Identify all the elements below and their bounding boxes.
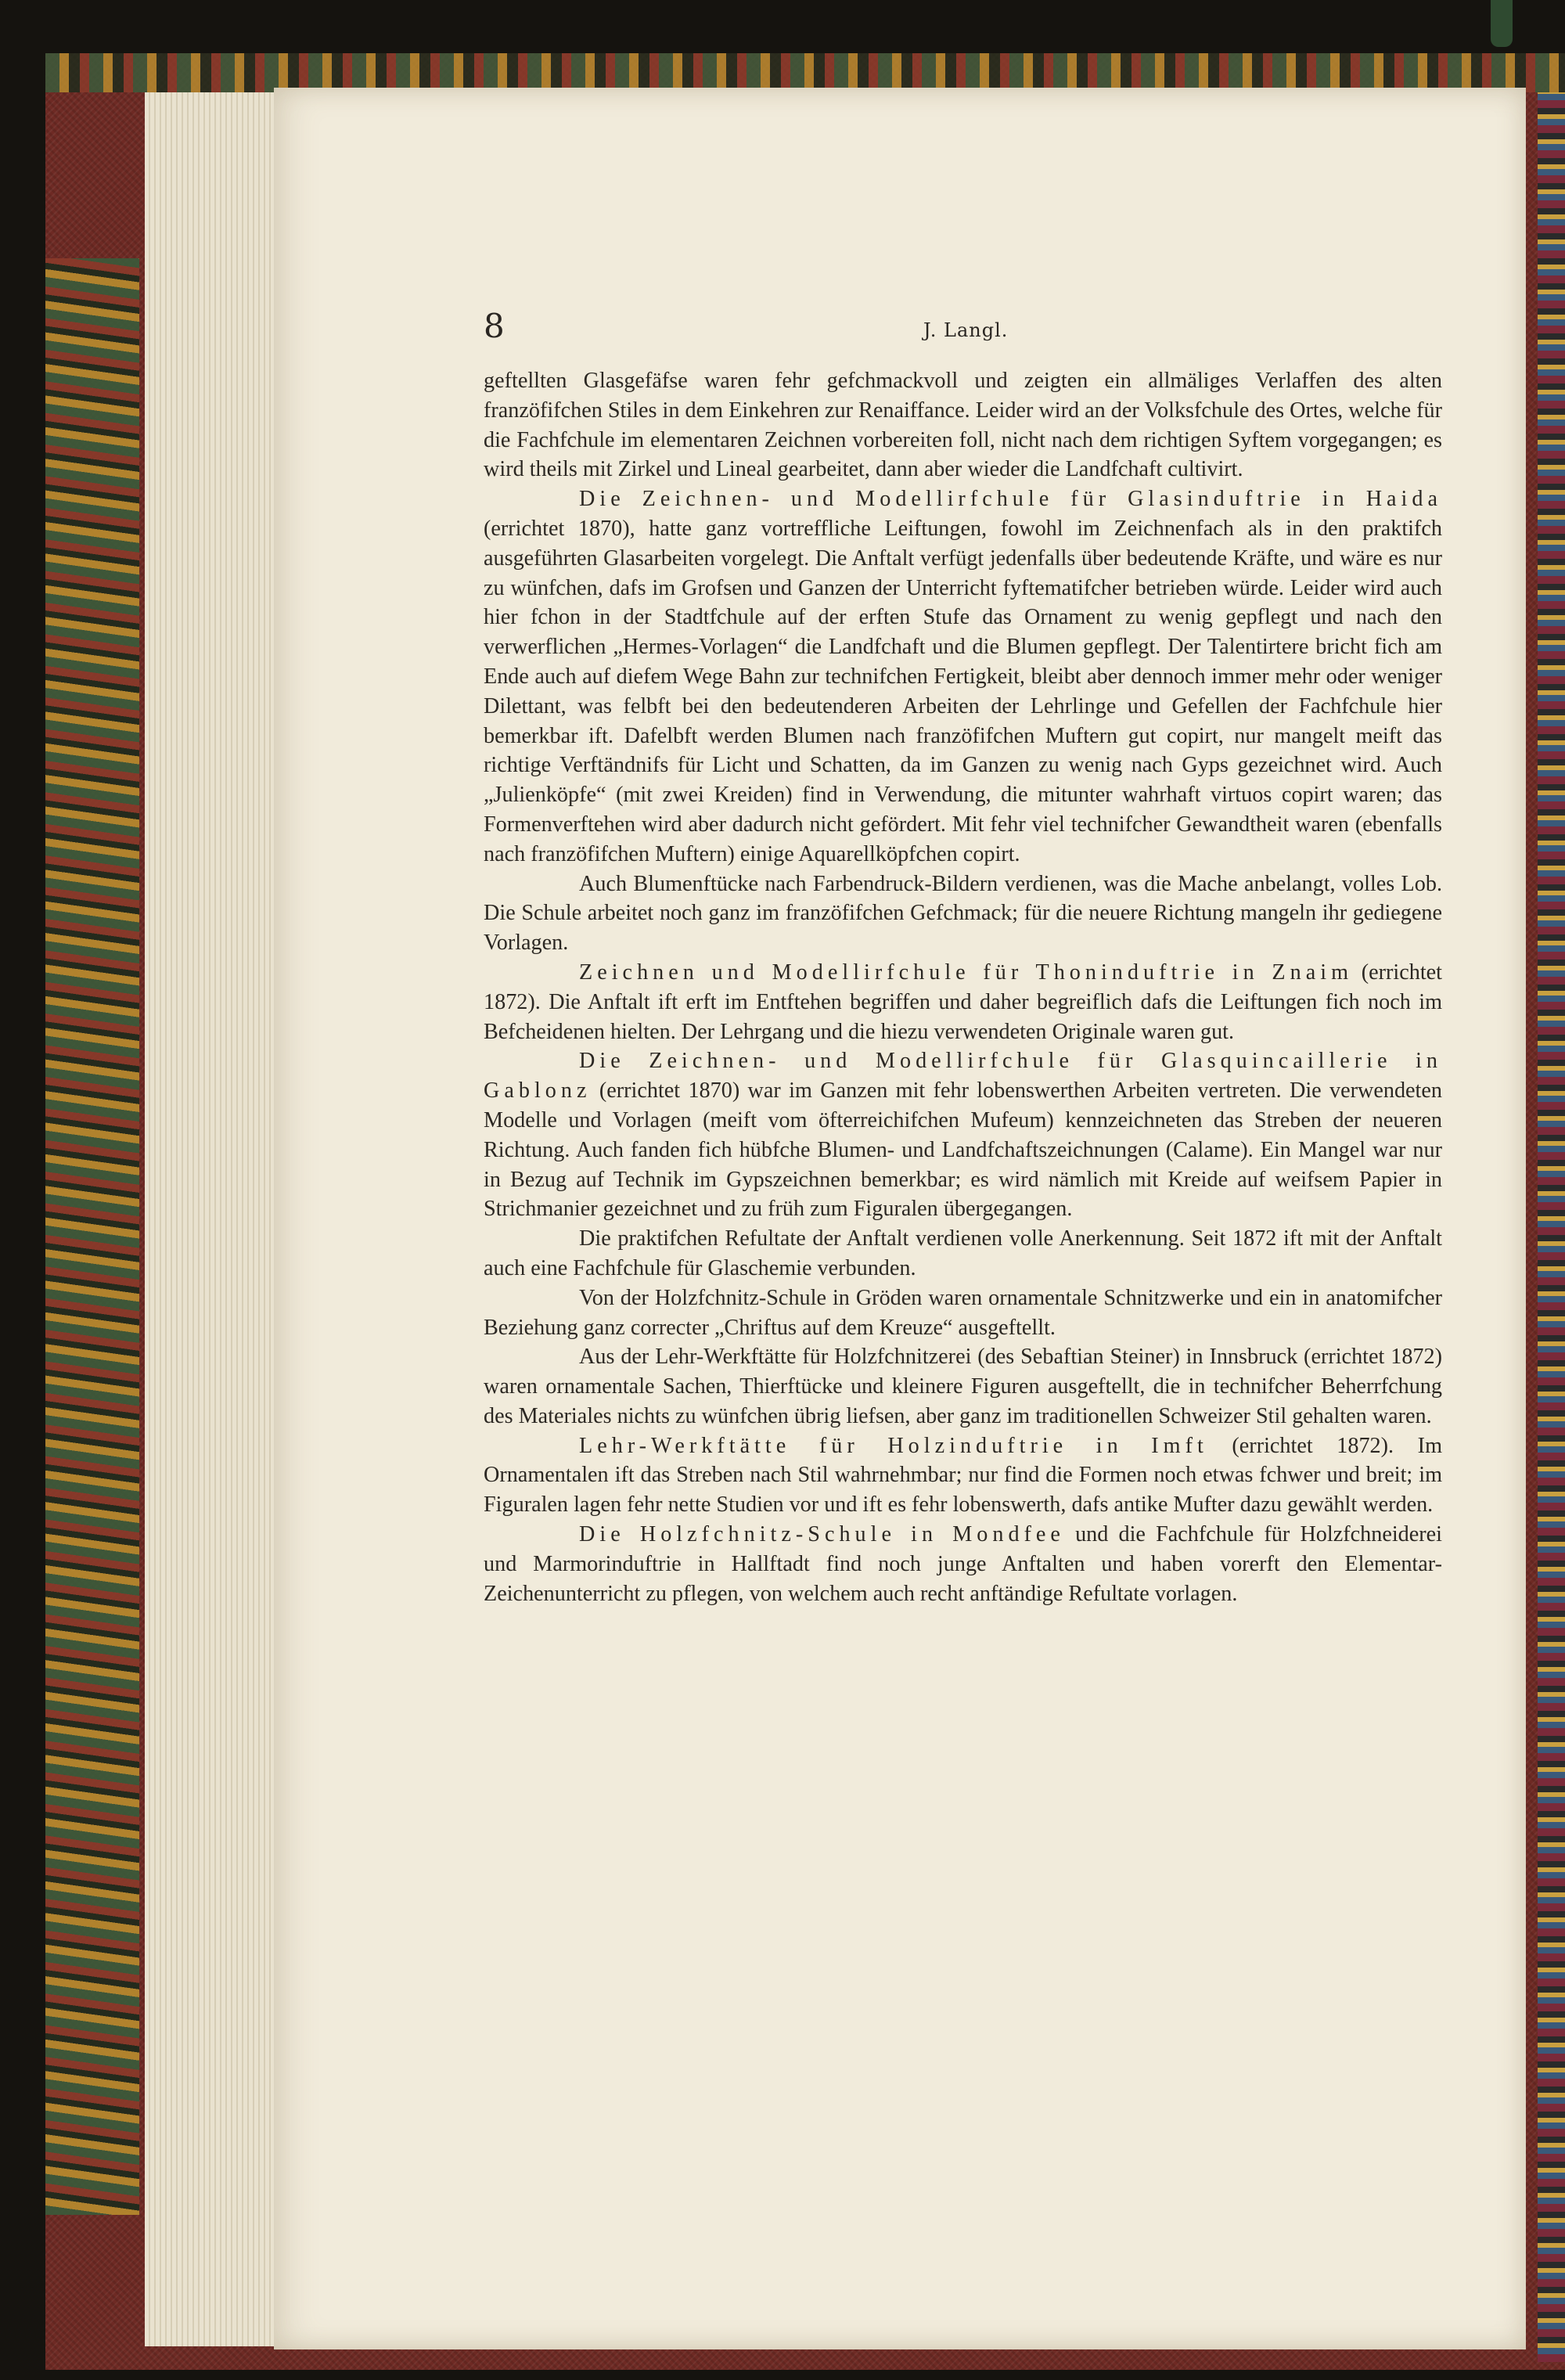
running-head: J. Langl.: [923, 319, 1009, 341]
paragraph-10: Die Holzfchnitz-Schule in Mondfee und die Fachfchule für Holzfchneiderei und Marmorinduftrie in Hallftadt find noch junge Anftalten und haben vorerft den Elementar-Zeichenunterricht zu pflegen, von welchem auch recht anftändige Refultate vorlagen.: [484, 1522, 1442, 1606]
paragraph-3: Auch Blumenftücke nach Farbendruck-Bildern verdienen, was die Mache anbelangt, volles Lob. Die Schule arbeitet noch ganz im franzöfifchen Gefchmack; für die neuere Richtung mangeln ihr gediegene Vorlagen.: [484, 871, 1442, 956]
marbled-edge-right: [1538, 92, 1565, 2362]
marbled-endpaper: [45, 258, 139, 2215]
page-number: 8: [484, 307, 505, 345]
paragraph-9: Lehr-Werkftätte für Holzinduftrie in Imft (errichtet 1872). Im Ornamentalen ift das Streben nach Stil wahrnehmbar; nur find die Formen noch etwas fchwer und breit; im Figuralen lagen fehr nette Studien vor und ift es fehr lobenswerth, dafs antike Mufter dazu gewählt werden.: [484, 1433, 1442, 1518]
bookmark-ribbon: [1491, 0, 1513, 47]
marbled-edge-top: [45, 53, 1565, 92]
paragraph-5: Die Zeichnen- und Modellirfchule für Glasquincaillerie in Gablonz (errichtet 1870) war im Ganzen mit fehr lobenswerthen Arbeiten vertreten. Die verwendeten Modelle und Vorlagen (meift vom öfterreichifchen Mufeum) kennzeichneten das Streben der neueren Richtung. Auch fanden fich hübfche Blumen- und Landfchaftszeichnungen (Calame). Ein Mangel war nur in Bezug auf Technik im Gypszeichnen bemerkbar; es wird nämlich mit Kreide auf weifsem Papier in Strichmanier gezeichnet und zu früh zum Figuralen übergegangen.: [484, 1049, 1442, 1222]
body-text: [484, 366, 1442, 1608]
paragraph-1: geftellten Glasgefäfse waren fehr gefchmackvoll und zeigten ein allmäliges Verlaffen des alten franzöfifchen Stiles in dem Einkehren zur Renaiffance. Leider wird an der Volksfchule des Ortes, welche für die Fachfchule im elementaren Zeichnen vorbereiten foll, nicht nach dem richtigen Syftem vorgegangen; es wird theils mit Zirkel und Lineal gearbeitet, dann aber wieder die Landfchaft cultivirt.: [484, 369, 1442, 482]
paragraph-2: Die Zeichnen- und Modellirfchule für Glasinduftrie in Haida (errichtet 1870), hatte ganz vortreffliche Leiftungen, fowohl im Zeichnenfach als in den praktifch ausgeführten Glasarbeiten vorgelegt. Die Anftalt verfügt jedenfalls über bedeutende Kräfte, und wäre es nur zu wünfchen, dafs im Grofsen und Ganzen der Unterricht fyftematifcher betrieben würde. Leider wird auch hier fchon in der Stadtfchule auf der erften Stufe das Ornament zu wenig gepflegt und nach den verwerflichen „Hermes-Vorlagen“ die Landfchaft und die Blumen gepflegt. Der Talentirtere bricht fich am Ende auch auf diefem Wege Bahn zur technifchen Fertigkeit, bleibt aber dennoch immer mehr oder weniger Dilettant, was felbft bei den bedeutenderen Arbeiten der Lehrlinge und Gefellen der Fachfchule hier bemerkbar ift. Dafelbft werden Blumen nach franzöfifchen Muftern gut copirt, nur mangelt meift das richtige Verftändnifs für Licht und Schatten, da im Ganzen zu wenig nach Gyps gezeichnet wird. Auch „Julienköpfe“ (mit zwei Kreiden) find in Verwendung, die mitunter wahrhaft virtuos copirt waren; das Formenverftehen wird aber dadurch nicht gefördert. Mit fehr viel technifcher Gewandtheit waren (ebenfalls nach franzöfifchen Muftern) einige Aquarellköpfchen copirt.: [484, 487, 1442, 866]
page-stack: [145, 92, 278, 2346]
paragraph-7: Von der Holzfchnitz-Schule in Gröden waren ornamentale Schnitzwerke und ein in anatomifcher Beziehung ganz correcter „Chriftus auf dem Kreuze“ ausgeftellt.: [484, 1285, 1442, 1340]
paragraph-8: Aus der Lehr-Werkftätte für Holzfchnitzerei (des Sebaftian Steiner) in Innsbruck (errichtet 1872) waren ornamentale Sachen, Thierftücke und kleinere Figuren ausgeftellt, die in technifcher Beherrfchung des Materiales nichts zu wünfchen übrig liefsen, aber ganz im traditionellen Schweizer Stil gehalten waren.: [484, 1345, 1442, 1428]
paragraph-4: Zeichnen und Modellirfchule für Thoninduftrie in Znaim (errichtet 1872). Die Anftalt ift erft im Entftehen begriffen und daher begreiflich dafs die Leiftungen fich noch im Befcheidenen hielten. Der Lehrgang und die hiezu verwendeten Originale waren gut.: [484, 960, 1443, 1044]
paragraph-6: Die praktifchen Refultate der Anftalt verdienen volle Anerkennung. Seit 1872 ift mit der Anftalt auch eine Fachfchule für Glaschemie verbunden.: [484, 1226, 1442, 1280]
